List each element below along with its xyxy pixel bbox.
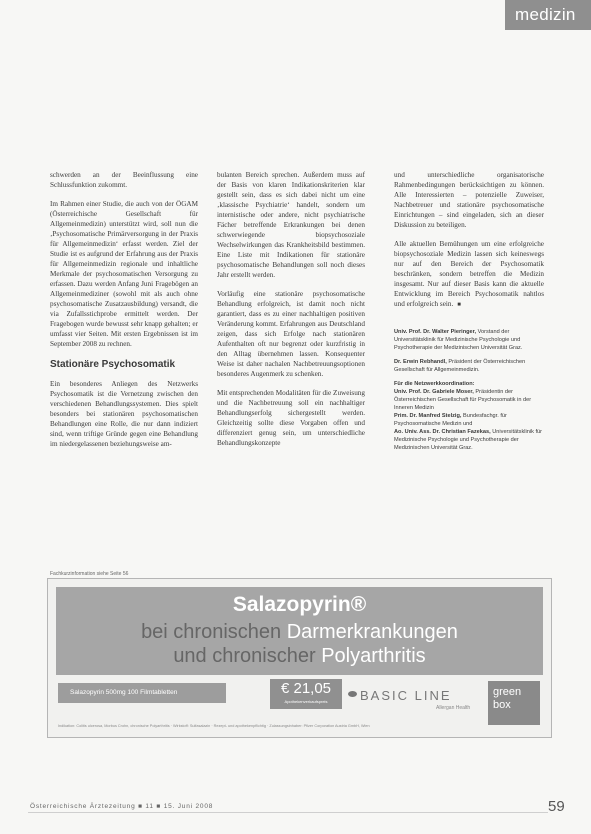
end-mark: ■: [457, 302, 461, 308]
author-entry: [394, 412, 544, 428]
ad-price: € 21,05: [280, 680, 332, 697]
pfizer-logo-icon: [348, 691, 357, 697]
author-desc: Vorstand der Universitätsklinik für Medizinische Psychologie und Psychotherapie der Medizinischen Universität Graz.: [394, 329, 523, 351]
author-name: Prim. Dr. Manfred Stelzig,: [394, 413, 462, 419]
ad-line-highlight: Darmerkrankungen: [286, 621, 458, 643]
section-tab: medizin: [505, 0, 591, 30]
ad-line-text: bei chronischen: [141, 621, 282, 643]
ad-brand: Salazopyrin®: [232, 593, 367, 616]
green-box-text: box: [493, 699, 511, 711]
advertisement: [47, 578, 552, 738]
ad-line-highlight: Polyarthritis: [321, 645, 426, 667]
green-box-badge: [488, 681, 540, 725]
section-heading: Stationäre Psychosomatik: [50, 359, 176, 370]
author-entry: [394, 328, 544, 352]
ad-price-sub: Apothekenverkaufspreis: [284, 699, 328, 704]
author-desc: Universitätsklinik für Medizinische Psychologie und Psychotherapie der Medizinischen Universität Graz.: [394, 429, 542, 451]
paragraph: Im Rahmen einer Studie, die auch von der ÖGAM (Österreichische Gesellschaft für Allgemeinmedizin) unterstützt wird, soll nun die ‚Psychosomatische Primärversorgung in der Praxis für Allgemeinmedizin‘ erfasst werden. Ziel der Studie ist es aufgrund der Erfahrung aus der Praxis für Allgemeinmedizin regionale und inhaltliche Merkmale der psychosomatischen Versorgung zu erfassen. Dazu werden Anfang Juni Fragebögen an Allgemeinmediziner (sowohl mit als auch ohne psychosomatische Zusatzausbildung) versandt, die via Zufallsstichprobe ermittelt werden. Der Fragebogen wurde bewusst sehr knapp gehalten; er umfasst vier Seiten. Mit ersten Ergebnissen ist im September 2008 zu rechnen.: [50, 200, 198, 348]
article-body: [50, 170, 570, 565]
ad-label: Fachkurzinformation siehe Seite 56: [50, 571, 129, 577]
ad-banner: [56, 587, 543, 675]
author-info: [394, 328, 544, 452]
column-2: [217, 170, 365, 457]
author-desc: Bundesfachgr. für Psychosomatische Medizin und: [394, 413, 507, 427]
column-1: [50, 170, 198, 458]
paragraph: Ein besonderes Anliegen des Netzwerks Psychosomatik ist die Vernetzung zwischen den verschiedenen Behandlungssystemen. Dies spielt besonders bei stationären psychosomatischen Behandlungen eine Rolle, die nur dann indiziert sind, wenn triftige Gründe gegen eine Behandlung im niedergelassenen beziehungsweise am-: [50, 380, 198, 448]
ad-logo: BASIC LINE: [360, 688, 452, 703]
author-entry: [394, 388, 544, 412]
paragraph: und unterschiedliche organisatorische Rahmenbedingungen berücksichtigen zu können. Alle Interessierten – potenzielle Zuweiser, Nachbetreuer und stationäre psychosomatische Einrichtungen – sind eingeladen, sich an dieser Diskussion zu beteiligen.: [394, 171, 544, 229]
ad-line-1: [56, 621, 543, 644]
ad-fine-print: Indikation: Colitis ulcerosa, Morbus Crohn, chronische Polyarthritis · Wirkstoff: Sulfasalazin · Rezept- und apothekenpflichtig · Zulassungsinhaber: Pfizer Corporation Austria GmbH, Wien: [58, 724, 370, 728]
author-name: Univ. Prof. Dr. Gabriele Moser,: [394, 389, 474, 395]
paragraph: schwerden an der Beeinflussung eine Schlussfunktion zukommt.: [50, 171, 198, 189]
paragraph-text: Alle aktuellen Bemühungen um eine erfolgreiche biopsychosoziale Medizin lassen sich keineswegs nur auf den Bereich der Psychosomatik beschränken, sondern betreffen die Medizin insgesamt. Nur auf dieser Basis kann die aktuelle Entwicklung im Bereich Psychosomatik nahtlos und erfolgreich sein.: [394, 240, 544, 308]
author-name: Dr. Erwin Rebhandl,: [394, 359, 447, 365]
author-name: Univ. Prof. Dr. Walter Pieringer,: [394, 329, 477, 335]
column-3: [394, 170, 544, 452]
network-title: Für die Netzwerkkoordination:: [394, 381, 475, 387]
author-entry: [394, 358, 544, 374]
author-desc: Präsidentin der Österreichischen Gesellschaft für Psychosomatik in der Inneren Medizin: [394, 389, 532, 411]
ad-product-pill: Salazopyrin 500mg 100 Filmtabletten: [58, 683, 226, 703]
ad-price-box: [270, 679, 342, 709]
page-number: 59: [548, 798, 565, 815]
author-entry: [394, 428, 544, 452]
paragraph: [394, 239, 544, 310]
paragraph: bulanten Bereich sprechen. Außerdem muss auf der Basis von klaren Indikationskriterien klar gestellt sein, dass es sich dabei nicht um eine ‚klassische Psychiatrie‘ handelt, sondern um internistische oder andere, nicht psychiatrische Fächer betreffende Erkrankungen bei denen schwerwiegende biopsychosoziale Wechselwirkungen das Krankheitsbild bestimmen. Eine Liste mit Indikationen für stationäre psychosomatische Behandlungen soll noch dieses Jahr erstellt werden.: [217, 171, 365, 279]
footer-journal: Österreichische Ärztezeitung ■ 11 ■ 15. Juni 2008: [30, 803, 214, 810]
ad-line-text: und chronischer: [173, 645, 316, 667]
footer-rule: [28, 812, 548, 813]
paragraph: Mit entsprechenden Modalitäten für die Zuweisung und die Nachbetreuung soll ein nachhaltiger Behandlungserfolg sichergestellt werden. Gleichzeitig sollte diese Vorgaben offen und differenziert genug sein, um unterschiedliche Behandlungskonzepte: [217, 389, 365, 447]
paragraph: Vorläufig eine stationäre psychosomatische Behandlung erfolgreich, ist damit noch nicht garantiert, dass es zu einer nachhaltigen positiven Veränderung kommt. Erfahrungen aus Deutschland zeigen, dass sich Erfolge nach stationären Aufenthalten oft nur begrenzt oder kurzfristig in den Alltag übernehmen lassen. Konsequenter Weise ist daher nachalen Nachbetreuungsoptionen besonderes Augenmerk zu schenken.: [217, 290, 365, 378]
author-name: Ao. Univ. Ass. Dr. Christian Fazekas,: [394, 429, 491, 435]
ad-logo-sub: Allergan Health: [436, 705, 471, 711]
green-box-text: green: [493, 686, 522, 698]
author-desc: Präsident der Österreichischen Gesellschaft für Allgemeinmedizin.: [394, 359, 526, 373]
ad-line-2: [56, 645, 543, 668]
